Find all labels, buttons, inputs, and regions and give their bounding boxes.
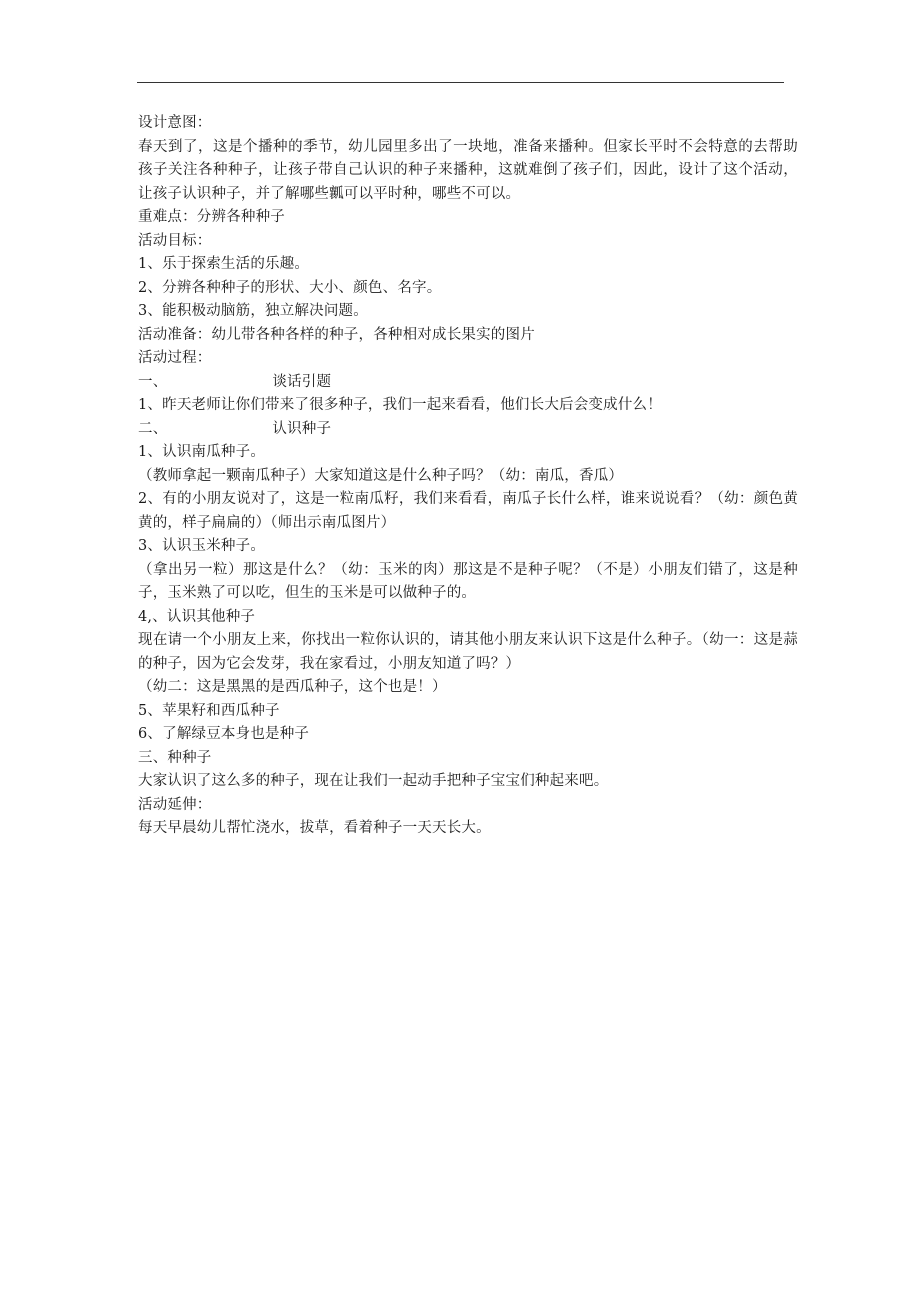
- section-title: 谈话引题: [272, 373, 332, 390]
- heading-activity-process: 活动过程：: [138, 350, 212, 366]
- heading-activity-goals: 活动目标：: [138, 232, 212, 249]
- process-step: 1、认识南瓜种子。: [138, 444, 266, 460]
- design-intent-paragraph: 春天到了，这是个播种的季节，幼儿园里多出了一块地，准备来播种。但家长平时不会特意的去帮助孩子关注各种种子，让孩子带自己认识的种子来播种，这就难倒了孩子们，因此，设计了这个活动，让孩子认识种子，并了解哪些瓤可以平时种，哪些不可以。: [138, 138, 798, 202]
- process-step: 5、苹果籽和西瓜种子: [138, 702, 280, 719]
- section-number: 一、: [138, 373, 168, 390]
- process-step: （教师拿起一颗南瓜种子）大家知道这是什么种子吗？（幼：南瓜，香瓜）: [138, 467, 624, 484]
- extension-paragraph: 每天早晨幼儿帮忙浇水，拔草，看着种子一天天长大。: [138, 820, 491, 836]
- heading-activity-extension: 活动延伸：: [138, 796, 212, 813]
- key-points: 重难点：分辨各种种子: [138, 209, 285, 225]
- process-step: 6、了解绿豆本身也是种子: [138, 726, 310, 742]
- process-step: 3、认识玉米种子。: [138, 538, 266, 554]
- process-step: 4,、认识其他种子: [138, 608, 256, 625]
- goal-item-1: 1、乐于探索生活的乐趣。: [138, 256, 310, 272]
- goal-item-2: 2、分辨各种种子的形状、大小、颜色、名字。: [138, 279, 442, 296]
- document-body: [138, 112, 798, 841]
- section-number: 二、: [138, 420, 168, 437]
- section-heading-3: 三、种种子: [138, 749, 212, 766]
- process-step: （幼二：这是黑黑的是西瓜种子，这个也是！）: [138, 679, 447, 695]
- section-heading-2: [138, 418, 798, 442]
- section-heading-1: [138, 371, 798, 395]
- header-rule: [137, 82, 784, 83]
- process-step: 1、昨天老师让你们带来了很多种子，我们一起来看看，他们长大后会变成什么！: [138, 397, 662, 413]
- process-step: 现在请一个小朋友上来，你找出一粒你认识的，请其他小朋友来认识下这是什么种子。（幼一：这是蒜的种子，因为它会发芽，我在家看过，小朋友知道了吗？）: [138, 632, 798, 672]
- process-step: 大家认识了这么多的种子，现在让我们一起动手把种子宝宝们种起来吧。: [138, 773, 609, 789]
- activity-preparation: 活动准备：幼儿带各种各样的种子，各种相对成长果实的图片: [138, 326, 535, 343]
- process-step: （拿出另一粒）那这是什么？（幼：玉米的肉）那这是不是种子呢？（不是）小朋友们错了，这是种子，玉米熟了可以吃，但生的玉米是可以做种子的。: [138, 561, 798, 601]
- section-title: 认识种子: [272, 420, 332, 437]
- goal-item-3: 3、能积极动脑筋，独立解决问题。: [138, 303, 368, 319]
- heading-design-intent: 设计意图：: [138, 115, 212, 131]
- process-step: 2、有的小朋友说对了，这是一粒南瓜籽，我们来看看，南瓜子长什么样，谁来说说看？（幼：颜色黄黄的，样子扁扁的）（师出示南瓜图片）: [138, 491, 798, 531]
